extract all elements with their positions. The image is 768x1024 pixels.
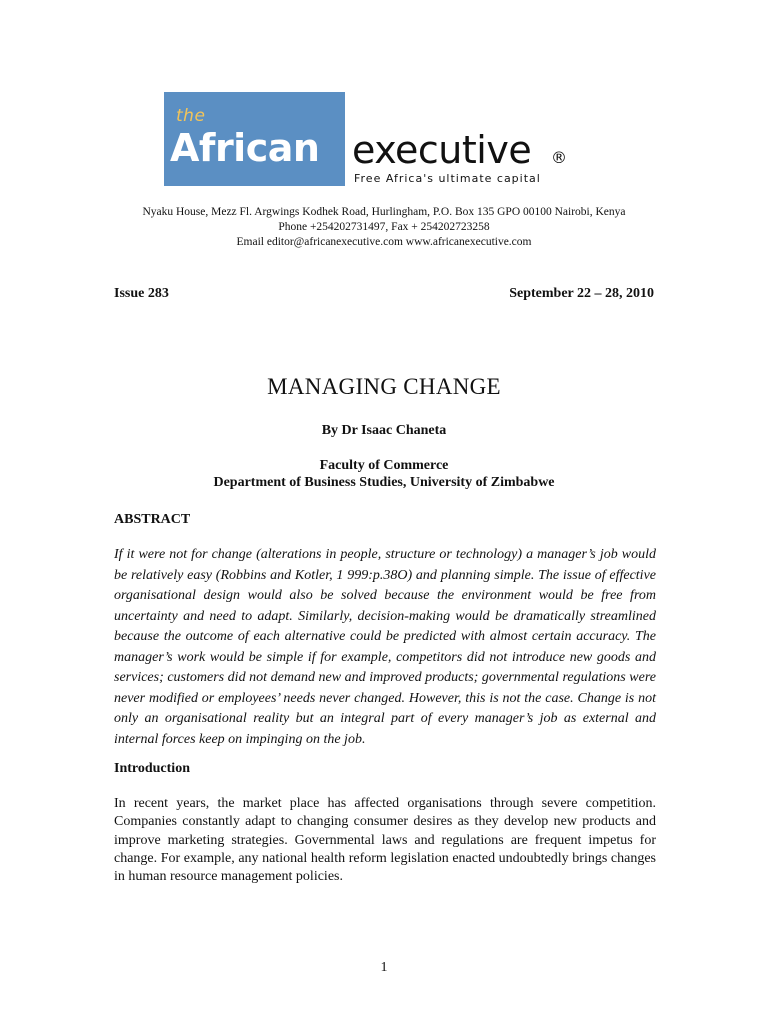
publication-logo [164,92,604,188]
logo-african-text: African [170,126,320,170]
issue-number: Issue 283 [114,286,169,301]
issue-row [114,286,654,302]
author-affiliation [0,457,768,491]
address-block [0,205,768,250]
logo-tagline: Free Africa's ultimate capital [354,172,541,185]
introduction-text: In recent years, the market place has affected organisations through severe competition. Companies constantly adapt to changing consumer desires as they develop new products and improve marketing strategies. Governmental laws and regulations are frequent impetus for change. For example, any national health reform legislation enacted undoubtedly brings changes in human resource management policies. [114,796,656,885]
registered-mark: ® [551,148,567,167]
faculty-name: Faculty of Commerce [319,458,449,473]
introduction-heading: Introduction [114,761,190,776]
abstract-heading: ABSTRACT [114,512,191,527]
phone-line: Phone +254202731497, Fax + 254202723258 [278,221,490,233]
article-title: MANAGING CHANGE [267,374,501,399]
logo-the-text: the [176,106,206,126]
issue-date: September 22 – 28, 2010 [509,286,654,301]
email-line: Email editor@africanexecutive.com www.africanexecutive.com [236,236,532,248]
address-line: Nyaku House, Mezz Fl. Argwings Kodhek Road, Hurlingham, P.O. Box 135 GPO 00100 Nairobi, Kenya [142,206,626,218]
logo-executive-text: executive [352,128,532,172]
abstract-text: If it were not for change (alterations in people, structure or technology) a manager’s job would be relatively easy (Robbins and Kotler, 1 999:p.38O) and planning simple. The issue of effective organisational design would also be solved because the environment would be free from uncertainty and need to adapt. Similarly, decision-making would be dramatically streamlined because the outcome of each alternative could be predicted with almost certain accuracy. The manager’s work would be simple if for example, competitors did not introduce new goods and services; customers did not demand new and improved products; governmental regulations were never modified or employees’ needs never changed. However, this is not the case. Change is not only an organisational reality but an integral part of every manager’s job as external and internal forces keep on impinging on the job. [114,547,656,747]
article-byline: By Dr Isaac Chaneta [321,423,447,438]
department-name: Department of Business Studies, University of Zimbabwe [213,475,555,490]
page-number: 1 [380,960,388,975]
